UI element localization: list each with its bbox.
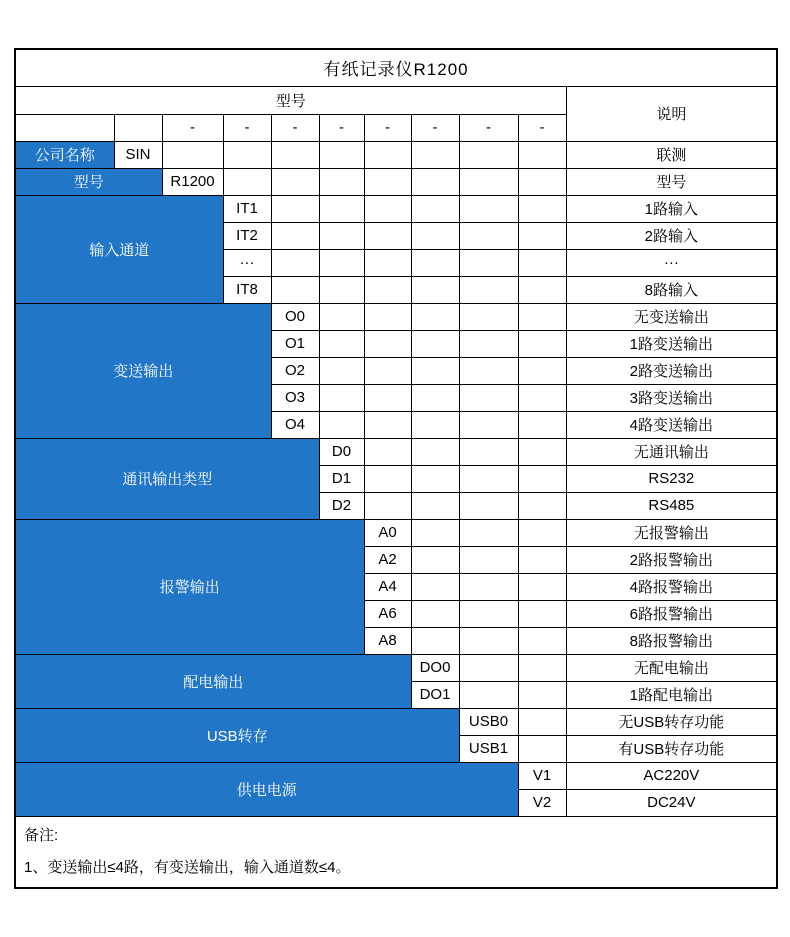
option-desc: 无通讯输出 [566,438,777,465]
option-code: A8 [364,627,411,654]
empty-cell [518,195,566,222]
empty-cell [319,249,364,276]
dash-cell: - [162,114,223,141]
option-code: O4 [271,411,319,438]
section-label-input-channels: 输入通道 [15,195,223,303]
empty-cell [411,519,459,546]
section-label-transmit-output: 变送输出 [15,303,271,438]
empty-cell [459,411,518,438]
company-row [15,141,777,168]
option-code: A4 [364,573,411,600]
empty-cell [271,195,319,222]
empty-cell [518,303,566,330]
empty-cell [319,168,364,195]
empty-cell [459,519,518,546]
option-desc: AC220V [566,762,777,789]
company-name-label: 公司名称 [15,141,114,168]
option-desc: 无配电输出 [566,654,777,681]
option-row [15,195,777,222]
empty-cell [518,384,566,411]
option-code: IT1 [223,195,271,222]
empty-cell [459,681,518,708]
option-code: O0 [271,303,319,330]
empty-cell [518,222,566,249]
empty-cell [319,330,364,357]
empty-cell [223,141,271,168]
section-label-usb-transfer: USB转存 [15,708,459,762]
model-selection-table [14,48,778,889]
empty-cell [518,681,566,708]
empty-cell [411,546,459,573]
option-code: A6 [364,600,411,627]
empty-cell [459,330,518,357]
empty-cell [518,276,566,303]
dash-cell: - [223,114,271,141]
title-row [15,49,777,86]
page-title: 有纸记录仪R1200 [15,49,777,86]
empty-cell [459,546,518,573]
dash-cell: - [459,114,518,141]
empty-cell [364,411,411,438]
empty-cell [364,438,411,465]
empty-cell [364,276,411,303]
option-code: V2 [518,789,566,816]
empty-cell [518,654,566,681]
empty-cell [223,168,271,195]
empty-cell [319,222,364,249]
empty-cell [271,249,319,276]
option-desc: 3路变送输出 [566,384,777,411]
empty-cell [411,465,459,492]
empty-cell [271,141,319,168]
empty-cell [364,195,411,222]
company-code: SIN [114,141,162,168]
option-code: D0 [319,438,364,465]
empty-cell [518,357,566,384]
dash-cell: - [364,114,411,141]
empty-cell [364,168,411,195]
header-row [15,86,777,114]
option-desc: 8路输入 [566,276,777,303]
empty-cell [271,222,319,249]
empty-cell [459,303,518,330]
empty-cell [459,465,518,492]
option-desc: 2路变送输出 [566,357,777,384]
option-row [15,654,777,681]
option-desc: 4路变送输出 [566,411,777,438]
empty-cell [411,330,459,357]
empty-cell [411,357,459,384]
option-desc: RS232 [566,465,777,492]
empty-cell [411,222,459,249]
option-code: D1 [319,465,364,492]
empty-cell [518,573,566,600]
empty-cell [319,411,364,438]
dash-cell: - [271,114,319,141]
option-row [15,762,777,789]
empty-cell [319,276,364,303]
description-header: 说明 [566,86,777,141]
section-label-comm-output-type: 通讯输出类型 [15,438,319,519]
option-code: IT2 [223,222,271,249]
empty-cell [459,600,518,627]
model-header: 型号 [15,86,566,114]
empty-cell [411,411,459,438]
empty-cell [518,168,566,195]
empty-cell [459,249,518,276]
empty-cell [459,573,518,600]
empty-cell [459,384,518,411]
empty-cell [162,141,223,168]
option-row [15,708,777,735]
empty-cell [459,195,518,222]
empty-cell [364,384,411,411]
empty-cell [411,195,459,222]
section-label-power-dist-output: 配电输出 [15,654,411,708]
model-label: 型号 [15,168,162,195]
option-code: DO0 [411,654,459,681]
empty-cell [459,438,518,465]
empty-cell [411,249,459,276]
empty-cell [364,303,411,330]
notes-heading: 备注: [24,826,59,844]
empty-cell [518,519,566,546]
model-desc: 型号 [566,168,777,195]
empty-cell [518,411,566,438]
empty-cell [411,303,459,330]
option-desc: 8路报警输出 [566,627,777,654]
empty-cell [518,600,566,627]
empty-cell [411,276,459,303]
option-code: A2 [364,546,411,573]
empty-cell [15,114,114,141]
empty-cell [459,141,518,168]
empty-cell [518,708,566,735]
empty-cell [518,465,566,492]
empty-cell [459,492,518,519]
empty-cell [411,168,459,195]
empty-cell [411,627,459,654]
section-label-alarm-output: 报警输出 [15,519,364,654]
empty-cell [518,249,566,276]
empty-cell [411,600,459,627]
empty-cell [364,249,411,276]
option-row [15,303,777,330]
empty-cell [411,573,459,600]
empty-cell [319,141,364,168]
empty-cell [411,492,459,519]
empty-cell [459,654,518,681]
empty-cell [518,627,566,654]
option-code: ··· [223,249,271,276]
section-label-power-supply: 供电电源 [15,762,518,816]
empty-cell [459,357,518,384]
option-code: O2 [271,357,319,384]
option-desc: 无USB转存功能 [566,708,777,735]
option-desc: 无报警输出 [566,519,777,546]
empty-cell [364,222,411,249]
empty-cell [319,303,364,330]
empty-cell [459,276,518,303]
option-desc: 4路报警输出 [566,573,777,600]
model-code: R1200 [162,168,223,195]
empty-cell [364,492,411,519]
dash-cell: - [518,114,566,141]
option-desc: 有USB转存功能 [566,735,777,762]
empty-cell [114,114,162,141]
notes-line: 1、变送输出≤4路，有变送输出，输入通道数≤4。 [24,858,351,876]
option-code: V1 [518,762,566,789]
empty-cell [518,438,566,465]
empty-cell [518,735,566,762]
option-code: O3 [271,384,319,411]
empty-cell [319,384,364,411]
option-desc: 6路报警输出 [566,600,777,627]
option-desc: 1路输入 [566,195,777,222]
option-code: DO1 [411,681,459,708]
empty-cell [364,465,411,492]
option-desc: RS485 [566,492,777,519]
option-desc: 2路输入 [566,222,777,249]
model-row [15,168,777,195]
empty-cell [364,141,411,168]
option-row [15,519,777,546]
option-code: USB0 [459,708,518,735]
option-code: IT8 [223,276,271,303]
company-desc: 联测 [566,141,777,168]
empty-cell [518,546,566,573]
option-code: O1 [271,330,319,357]
empty-cell [319,195,364,222]
empty-cell [518,141,566,168]
option-code: D2 [319,492,364,519]
empty-cell [518,330,566,357]
empty-cell [319,357,364,384]
dash-cell: - [411,114,459,141]
option-desc: ··· [566,249,777,276]
empty-cell [411,438,459,465]
empty-cell [459,168,518,195]
empty-cell [459,627,518,654]
option-code: USB1 [459,735,518,762]
empty-cell [459,222,518,249]
empty-cell [271,168,319,195]
option-code: A0 [364,519,411,546]
empty-cell [271,276,319,303]
option-desc: 2路报警输出 [566,546,777,573]
notes-row [15,816,777,888]
option-desc: DC24V [566,789,777,816]
empty-cell [411,141,459,168]
empty-cell [364,357,411,384]
option-desc: 无变送输出 [566,303,777,330]
notes-cell [15,816,777,888]
option-row [15,438,777,465]
spec-sheet [14,48,778,889]
option-desc: 1路变送输出 [566,330,777,357]
empty-cell [518,492,566,519]
empty-cell [364,330,411,357]
dash-cell: - [319,114,364,141]
option-desc: 1路配电输出 [566,681,777,708]
empty-cell [411,384,459,411]
